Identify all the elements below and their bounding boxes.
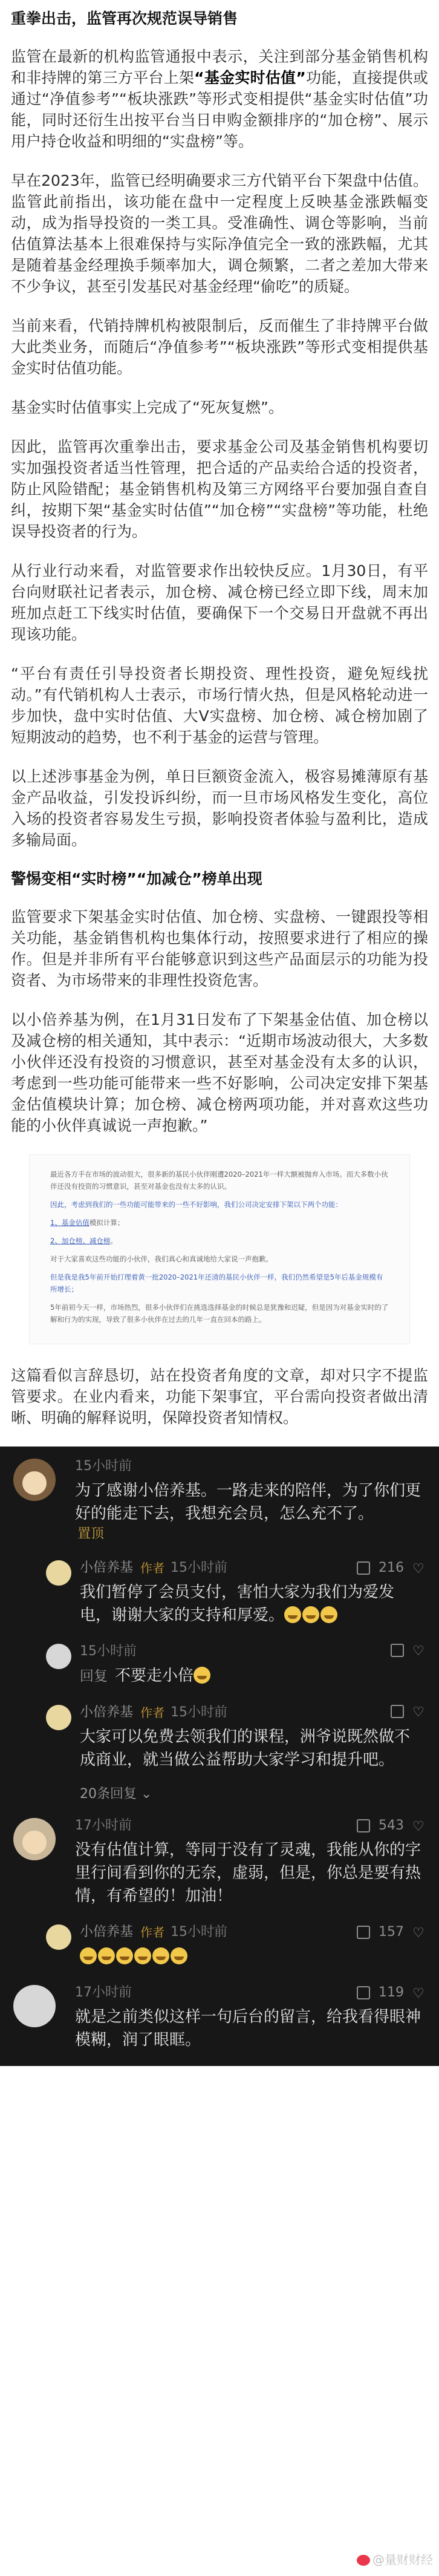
comment-actions [357, 1985, 426, 2000]
comment-body [80, 1945, 424, 1968]
comment [0, 1976, 439, 2060]
paragraph-5: 因此，监管再次重拳出击，要求基金公司及基金销售机构要切实加强投资者适当性管理，把合适的产品卖给合适的投资者，防止风险错配；基金销售机构及第三方网络平台要加强自查自纠，按期下架“基金实时估值”“加仓榜”“实盘榜”等功能，杜绝误导投资者的行为。 [11, 438, 428, 540]
reply-button[interactable]: 回复 [80, 1669, 108, 1684]
crying-emoji-icon [98, 1947, 115, 1964]
comment-actions [357, 1818, 426, 1833]
comment-author-name[interactable]: 小倍养基 [80, 1924, 134, 1940]
comment-body: 回复 不要走小倍 [80, 1664, 424, 1688]
crying-emoji-icon [171, 1947, 187, 1964]
like-icon[interactable]: ♡ [412, 1925, 424, 1941]
crying-emoji-icon [320, 1606, 337, 1623]
like-icon[interactable]: ♡ [412, 1705, 424, 1720]
comment-actions [391, 1705, 426, 1718]
like-icon[interactable]: ♡ [412, 1561, 424, 1577]
paragraph-10: 以小倍养基为例，在1月31日发布了下架基金估值、加仓榜以及减仓榜的相关通知，其中表示：“近期市场波动很大，大多数小伙伴还没有投资的习惯意识，甚至对基金没有太多的认识，考虑到一些功能可能带来一些不好影响，公司决定安排下架基金估值模块计算；加仓榜、减仓榜两项功能，并对喜欢这些功能的小伙伴真诚说一声抱歉。” [11, 1011, 428, 1134]
notice-item-1: 1、基金估值模拟计算； [50, 1218, 125, 1227]
comment-author-name[interactable]: 小倍养基 [80, 1560, 134, 1575]
notice-line-2: 因此，考虑到我们的一些功能可能带来的一些不好影响，我们公司决定安排下架以下两个功能： [50, 1200, 342, 1209]
author-badge: 作者 [140, 1561, 165, 1575]
avatar[interactable] [46, 1560, 71, 1586]
paragraph-3: 当前来看，代销持牌机构被限制后，反而催生了非持牌平台做大此类业务，而随后“净值参考”“板块涨跌”等形式变相提供基金实时估值功能。 [11, 317, 428, 377]
avatar[interactable] [46, 1924, 71, 1950]
like-count: 216 [379, 1560, 404, 1575]
comment-time: 17小时前 [75, 1818, 132, 1833]
like-count: 119 [379, 1985, 404, 2000]
comment-time: 15小时前 [171, 1705, 228, 1720]
comment-actions [391, 1644, 426, 1657]
comment-actions [357, 1560, 426, 1575]
like-icon[interactable]: ♡ [412, 1819, 424, 1834]
comment-reply [0, 1552, 439, 1635]
comment-time: 15小时前 [75, 1459, 132, 1474]
crying-emoji-icon [134, 1947, 151, 1964]
notice-item-2: 2、加仓榜、减仓榜。 [50, 1237, 117, 1245]
weibo-logo-icon [357, 2555, 370, 2566]
comment-body: 我们暂停了会员支付，害怕大家为我们为爱发电，谢谢大家的支持和厚爱。 [80, 1583, 395, 1624]
comment-body: 为了感谢小倍养基。一路走来的陪伴，为了你们更好的能走下去，我想充会员，怎么充不了。 [75, 1482, 421, 1523]
avatar[interactable] [13, 1818, 56, 1860]
paragraph-8: 以上述涉事基金为例，单日巨额资金流入，极容易摊薄原有基金产品收益，引发投诉纠纷，而一旦市场风格发生变化，高位入场的投资者容易发生亏损，影响投资者体验与盈利比，造成多输局面。 [11, 768, 428, 849]
author-badge: 作者 [140, 1925, 165, 1940]
notice-card [29, 1154, 410, 1344]
comment-body: 大家可以免费去领我们的课程，洲爷说既然做不成商业，就当做公益帮助大家学习和提升吧。 [80, 1728, 411, 1769]
notice-line-4: 但是我是我5年前开始打理着黄一批2020–2021年还清的基民小伙伴一样，我们仍然希望是5年后基金规模有所增长； [50, 1273, 383, 1293]
like-count: 543 [379, 1818, 404, 1833]
comment-time: 15小时前 [80, 1644, 137, 1659]
share-icon[interactable] [357, 1819, 370, 1832]
paragraph-1: 监管在最新的机构监管通报中表示，关注到部分基金销售机构和非持牌的第三方平台上架“基金实时估值”功能，直接提供或通过“净值参考”“板块涨跌”等形式变相提供“基金实时估值”功能，同时还衍生出按平台当日申购金额排序的“加仓榜”、展示用户持仓收益和明细的“实盘榜”等。 [11, 48, 428, 150]
crying-emoji-icon [116, 1947, 133, 1964]
section-title-1: 重拳出击，监管再次规范误导销售 [11, 10, 238, 27]
avatar[interactable] [13, 1985, 56, 2027]
comment-time: 15小时前 [171, 1560, 228, 1575]
avatar[interactable] [46, 1705, 71, 1730]
share-icon[interactable] [357, 1926, 370, 1939]
comment-time: 17小时前 [75, 1985, 132, 2000]
paragraph-11: 这篇看似言辞恳切，站在投资者角度的文章，却对只字不提监管要求。在业内看来，功能下架事宜，平台需向投资者做出清晰、明确的解释说明，保障投资者知情权。 [11, 1367, 428, 1427]
more-replies-link[interactable]: 20条回复 ⌄ [80, 1787, 152, 1802]
watermark: @量财财经 [357, 2550, 433, 2568]
like-icon[interactable]: ♡ [412, 1644, 424, 1659]
share-icon[interactable] [357, 1561, 370, 1575]
comment [0, 1450, 439, 1552]
share-icon[interactable] [391, 1705, 404, 1718]
notice-line-1: 最近各方手在市场的波动很大，很多新的基民小伙伴刚遭2020–2021年一样大额被抛弃入市场。而大多数小伙伴还没有投资的习惯意识，甚至对基金也没有太多的认识。 [50, 1170, 388, 1191]
share-icon[interactable] [357, 1986, 370, 1999]
paragraph-2: 早在2023年，监管已经明确要求三方代销平台下架盘中估值。监管此前指出，该功能在盘中一定程度上反映基金涨跌幅变动，成为指导投资的一类工具。受准确性、调仓等影响，当前估值算法基本上很难保持与实际净值完全一致的涨跌幅，尤其是随着基金经理换手频率加大，调仓频繁，二者之差加大带来不少争议，甚至引发基民对基金经理“偷吃”的质疑。 [11, 172, 428, 295]
section-title-2: 警惕变相“实时榜”“加减仓”榜单出现 [11, 870, 262, 888]
crying-emoji-icon [152, 1947, 169, 1964]
author-badge: 作者 [140, 1705, 165, 1720]
comment [0, 1809, 439, 1916]
paragraph-9: 监管要求下架基金实时估值、加仓榜、实盘榜、一键跟投等相关功能，基金销售机构也集体行动，按照要求进行了相应的操作。但是并非所有平台能够意识到这些产品面层示的功能为投资者、为市场带来的非理性投资危害。 [11, 908, 428, 989]
share-icon[interactable] [391, 1644, 404, 1657]
like-icon[interactable]: ♡ [412, 1986, 424, 2001]
comment-body: 就是之前类似这样一句后台的留言，给我看得眼神模糊，润了眼眶。 [75, 2008, 421, 2049]
crying-emoji-icon [284, 1606, 301, 1623]
comment-reply [0, 1635, 439, 1696]
like-count: 157 [379, 1924, 404, 1940]
comment-body: 没有估值计算，等同于没有了灵魂，我能从你的字里行间看到你的无奈，虚弱，但是，你总是要有热情，有希望的！加油！ [75, 1841, 421, 1905]
comments-section [0, 1447, 439, 2066]
crying-emoji-icon [302, 1606, 319, 1623]
avatar[interactable] [13, 1459, 56, 1501]
comment-author-name[interactable]: 小倍养基 [80, 1705, 134, 1720]
comment-reply [0, 1696, 439, 1780]
paragraph-7: “平台有责任引导投资者长期投资、理性投资，避免短线扰动。”有代销机构人士表示，市场行情火热，但是风格轮动进一步加快，盘中实时估值、大V实盘榜、加仓榜、减仓榜加剧了短期波动的趋势，也不利于基金的运营与管理。 [11, 665, 428, 746]
comment-time: 15小时前 [171, 1924, 228, 1940]
crying-emoji-icon [193, 1667, 210, 1684]
notice-line-3: 对于大家喜欢这些功能的小伙伴，我们真心和真诚地给大家说一声抱歉。 [50, 1255, 273, 1263]
pinned-badge: 置顶 [77, 1526, 105, 1541]
paragraph-6: 从行业行动来看，对监管要求作出较快反应。1月30日，有平台向财联社记者表示，加仓榜、减仓榜已经立即下线，周末加班加点赶工下线实时估值，要确保下一个交易日开盘就不再出现该功能。 [11, 562, 428, 643]
comment-reply [0, 1916, 439, 1976]
notice-line-5: 5年前初今天一样，市场热烈，很多小伙伴们在挑选选择基金的时候总是犹豫和迟疑，但是因为对基金实时的了解和行为的实现，导致了很多小伙伴在过去的几年一直在回本的路上。 [50, 1303, 389, 1324]
comment-actions [357, 1924, 426, 1940]
avatar[interactable] [46, 1644, 71, 1669]
paragraph-4: 基金实时估值事实上完成了“死灰复燃”。 [11, 399, 284, 416]
crying-emoji-icon [80, 1947, 97, 1964]
